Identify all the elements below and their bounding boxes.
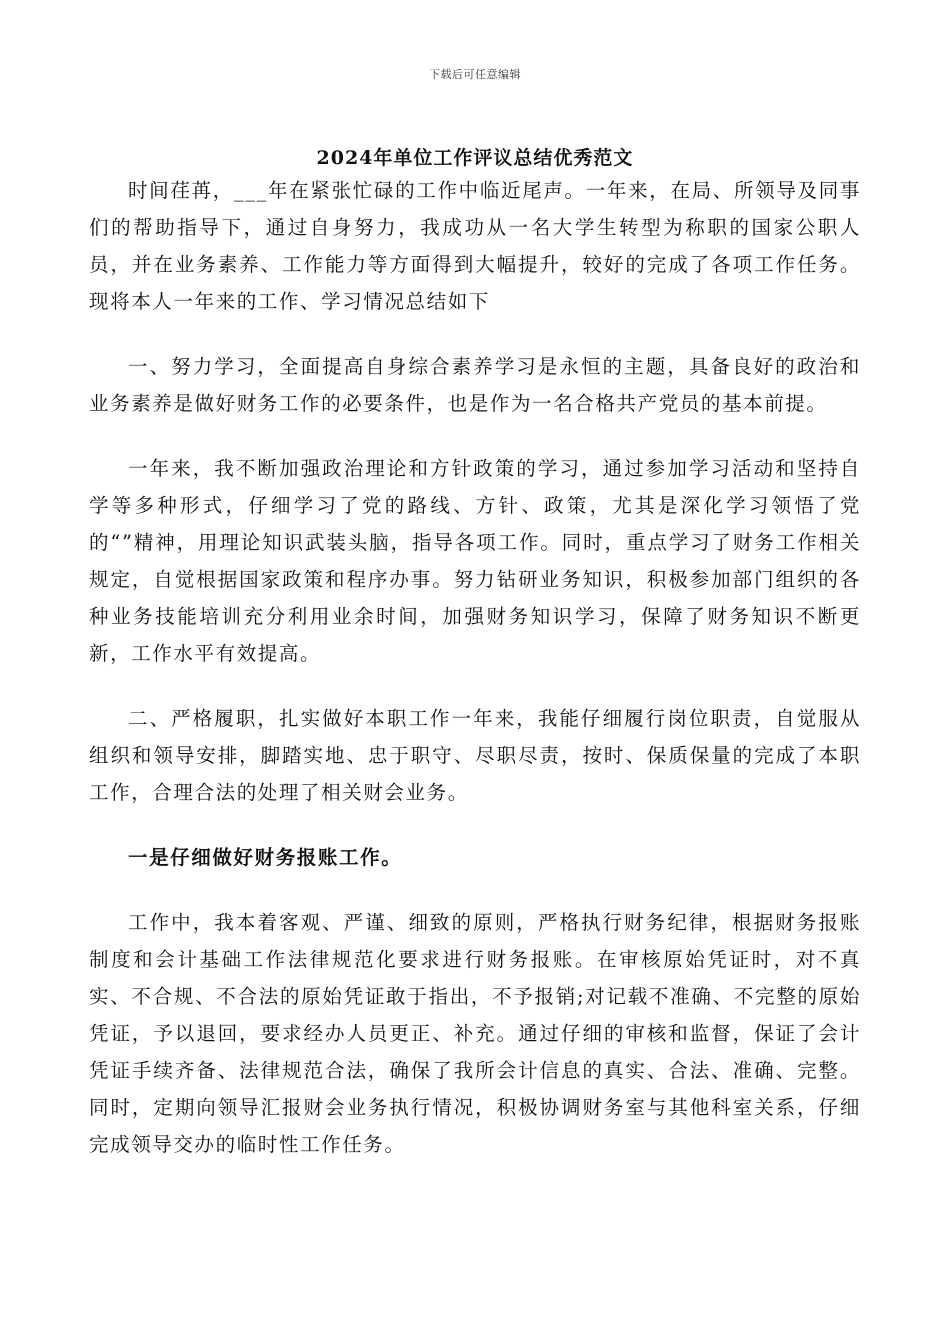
document-title: 2024年单位工作评议总结优秀范文 xyxy=(316,147,634,169)
paragraph-intro: 时间荏苒，___年在紧张忙碌的工作中临近尾声。一年来，在局、所领导及同事们的帮助指导下，通过自身努力，我成功从一名大学生转型为称职的国家公职人员，并在业务素养、工作能力等方面得到大幅提升，较好的完成了各项工作任务。现将本人一年来的工作、学习情况总结如下 xyxy=(89,179,861,313)
paragraph-section-two: 二、严格履职，扎实做好本职工作一年来，我能仔细履行岗位职责，自觉服从组织和领导安排，脚踏实地、忠于职守、尽职尽责，按时、保质保量的完成了本职工作，合理合法的处理了相关财会业务。 xyxy=(89,707,861,804)
paragraph-section-one: 一、努力学习，全面提高自身综合素养学习是永恒的主题，具备良好的政治和业务素养是做好财务工作的必要条件，也是作为一名合格共产党员的基本前提。 xyxy=(89,355,861,415)
paragraph-accounting: 工作中，我本着客观、严谨、细致的原则，严格执行财务纪律，根据财务报账制度和会计基础工作法律规范化要求进行财务报账。在审核原始凭证时，对不真实、不合规、不合法的原始凭证敢于指出，不予报销;对记载不准确、不完整的原始凭证，予以退回，要求经办人员更正、补充。通过仔细的审核和监督，保证了会计凭证手续齐备、法律规范合法，确保了我所会计信息的真实、合法、准确、完整。同时，定期向领导汇报财会业务执行情况，积极协调财务室与其他科室关系，仔细完成领导交办的临时性工作任务。 xyxy=(89,911,861,1156)
subheading-accounting: 一是仔细做好财务报账工作。 xyxy=(128,846,403,869)
document-body xyxy=(89,172,861,1187)
header-note: 下载后可任意编辑 xyxy=(429,68,521,81)
paragraph-study: 一年来，我不断加强政治理论和方针政策的学习，通过参加学习活动和坚持自学等多种形式，仔细学习了党的路线、方针、政策，尤其是深化学习领悟了党的“”精神，用理论知识武装头脑，指导各项工作。同时，重点学习了财务工作相关规定，自觉根据国家政策和程序办事。努力钻研业务知识，积极参加部门组织的各种业务技能培训充分利用业余时间，加强财务知识学习，保障了财务知识不断更新，工作水平有效提高。 xyxy=(89,457,861,665)
